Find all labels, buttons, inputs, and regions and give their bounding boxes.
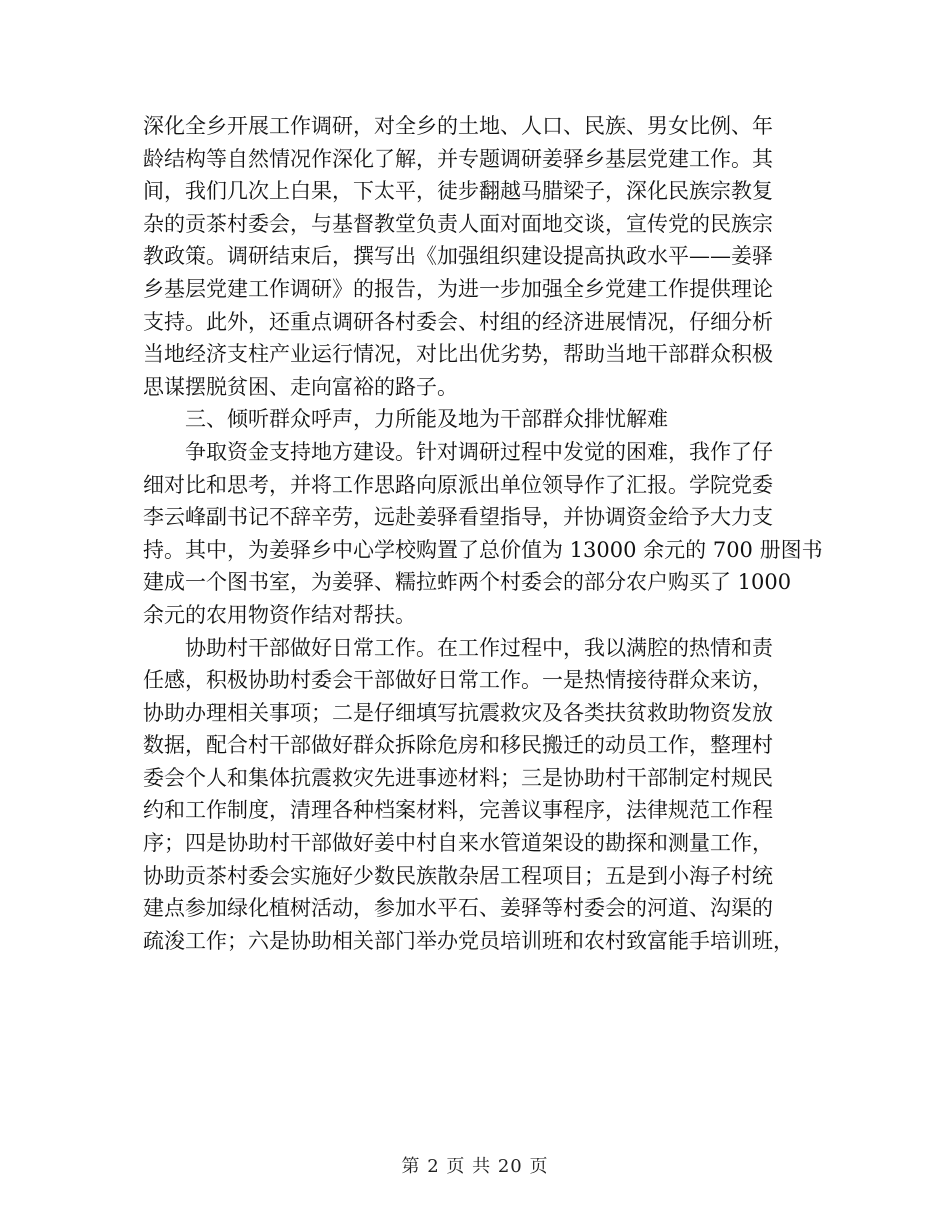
- text-line: 乡基层党建工作调研》的报告，为进一步加强全乡党建工作提供理论: [143, 276, 773, 301]
- text-line: 疏浚工作；六是协助相关部门举办党员培训班和农村致富能手培训班，: [143, 928, 794, 953]
- text-line: 数据，配合村干部做好群众拆除危房和移民搬迁的动员工作，整理村: [143, 733, 773, 758]
- text-line: 协助村干部做好日常工作。在工作过程中，我以满腔的热情和责: [185, 635, 773, 660]
- text-line: 争取资金支持地方建设。针对调研过程中发觉的困难，我作了仔: [185, 439, 773, 464]
- text-line: 深化全乡开展工作调研，对全乡的土地、人口、民族、男女比例、年: [143, 114, 773, 138]
- text-line: 序；四是协助村干部做好姜中村自来水管道架设的勘探和测量工作，: [143, 831, 773, 856]
- text-line: 任感，积极协助村委会干部做好日常工作。一是热情接待群众来访，: [143, 668, 773, 693]
- text-line: 当地经济支柱产业运行情况，对比出优劣势，帮助当地干部群众积极: [143, 342, 773, 367]
- text-line: 建点参加绿化植树活动，参加水平石、姜驿等村委会的河道、沟渠的: [143, 896, 773, 921]
- text-line: 李云峰副书记不辞辛劳，远赴姜驿看望指导，并协调资金给予大力支: [143, 505, 773, 530]
- text-line: 协助贡茶村委会实施好少数民族散杂居工程项目；五是到小海子村统: [143, 863, 773, 888]
- text-line: 协助办理相关事项；二是仔细填写抗震救灾及各类扶贫救助物资发放: [143, 700, 773, 725]
- page-number: 第 2 页 共 20 页: [401, 1156, 549, 1177]
- body-text: [143, 110, 823, 957]
- text-line: 委会个人和集体抗震救灾先进事迹材料；三是协助村干部制定村规民: [143, 765, 773, 790]
- section-heading: 三、倾听群众呼声，力所能及地为干部群众排忧解难: [185, 407, 668, 432]
- text-line: 余元的农用物资作结对帮扶。: [143, 602, 416, 627]
- text-line: 龄结构等自然情况作深化了解，并专题调研姜驿乡基层党建工作。其: [143, 146, 773, 171]
- text-line: 细对比和思考，并将工作思路向原派出单位领导作了汇报。学院党委: [143, 472, 773, 497]
- text-line: 支持。此外，还重点调研各村委会、村组的经济进展情况，仔细分析: [143, 309, 773, 334]
- text-line: 思谋摆脱贫困、走向富裕的路子。: [143, 374, 458, 399]
- text-line: 教政策。调研结束后，撰写出《加强组织建设提高执政水平——姜驿: [143, 244, 773, 269]
- text-line: 建成一个图书室，为姜驿、糯拉蚱两个村委会的部分农户购买了 1000: [143, 570, 792, 595]
- text-line: 杂的贡茶村委会，与基督教堂负责人面对面地交谈，宣传党的民族宗: [143, 211, 773, 236]
- text-line: 约和工作制度，清理各种档案材料，完善议事程序，法律规范工作程: [143, 798, 773, 823]
- text-line: 持。其中，为姜驿乡中心学校购置了总价值为 13000 余元的 700 册图书: [143, 537, 823, 562]
- text-line: 间，我们几次上白果，下太平，徒步翻越马腊梁子，深化民族宗教复: [143, 179, 773, 204]
